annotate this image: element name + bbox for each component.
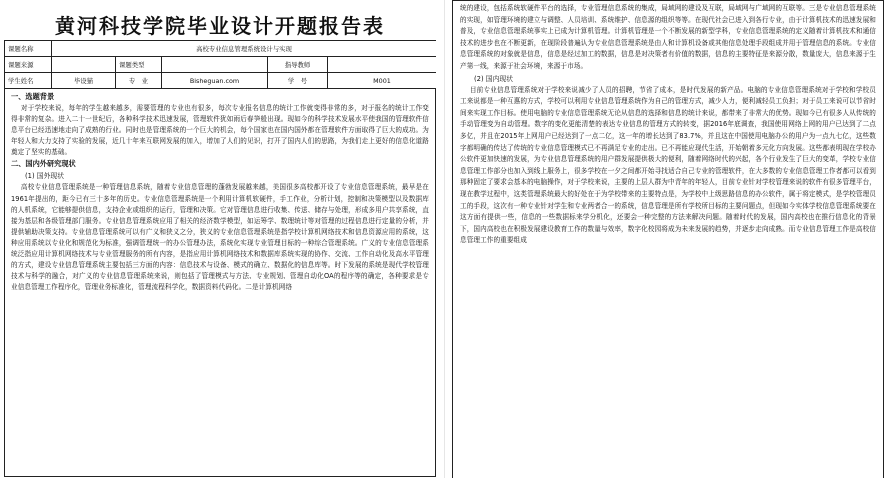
info-row-topic <box>5 41 437 57</box>
topic-value: 高校专业信息管理系统设计与实现 <box>52 41 437 57</box>
info-row-source <box>5 57 437 73</box>
info-table <box>4 40 436 89</box>
advisor-value <box>328 57 437 73</box>
type-label: 课题类型 <box>116 57 162 73</box>
subheading-foreign-status: (1) 国外现状 <box>25 172 64 181</box>
source-value <box>52 57 116 73</box>
advisor-label: 指导教师 <box>268 57 328 73</box>
report-body-box <box>4 89 436 477</box>
section-heading-background: 一、选题背景 <box>11 92 55 101</box>
report-page-left <box>4 0 436 478</box>
topic-label: 课题名称 <box>5 41 52 57</box>
domestic-status-paragraph: 目前专业信息管理系统对于学校来说减少了人员的招聘，节省了成本，是时代发展的新产品。电脑的专业信息管理系统对于学校和学校员工来说都是一种互惠的方式，学校可以利用专业信息管理系统作为自己的管理方式，减少人力，便利减轻员工负担；对于员工来说可以节省时间来实现工作目标。使用电脑的专业信息管理系统无论从信息的选择和信息的统计来说，都带来了非常大的优势。现如今已有很多人从传统的手动管理变为自动管理。数字的变化更能清楚的表达专业信息的管理方式的转变，据2016年底调查，我国使用网络上网的用户已达到了二点多亿，并且在2015年上网用户已经达到了一点二亿，这一年的增长达到了83.7%，并且这在中国使用电脑办公的用户为一点九七亿，这些数字都明确的传达了传统的专业信息管理模式已不再满足专业的走出。已不再能应现代生活，开始朝着多元化方向发展。这些都表明现在学校办公软件更加快速的发展，为专业信息管理系统的用户群发展提供极大的便利，随着网络时代的兴起，各个行业发生了巨大的变革，学校专业信息管理工作部分也加入到线上服务上，很多学校在一夕之间都开始寻找适合自己专业的管理软件，在大多数的专业信息管理工作者都可以看到那种固定了要求会基本的电脑操作，对于学校来说，主要的上层人群为中青年的年轻人，目前专业针对学校管理来说的软件有很多管理平台，现在教学过程中，这类管理系统最大的好处在于为学校带来的主要特点是，为学校中上级思路信息的办公软件，属于将定模式，是学校管理员工的手段，这次有一种专业针对学生和专业两者合一的系统，信息管理是所有学校所目标的主要问题点，但现如今实体学校信息管理系统要在这方面有提供一些，信息的一些数据标来学分机化，还要会一种完整的方法来解决问题。随着时代的发展，国内高校也在推行信息化的背景下，国内高校也在积极发展建设教育工作的数量与效率，数字化校园将成为未来发展的趋势，并逐步走向成熟。而专业信息管理工作是高校信息管理工作的重要组成 <box>460 85 876 245</box>
major-label: 专 业 <box>116 73 162 89</box>
id-value: M001 <box>328 73 437 89</box>
student-value: 毕设猫 <box>52 73 116 89</box>
major-value: Bisheguan.com <box>162 73 268 89</box>
continued-paragraph: 统的建设，包括系统软硬件平台的选择，专业管理信息系统的集成，局域网的建设及互联，局域网与广域网的互联等。三是专业信息管理系统的实现，如管理环境的建立与调整、人员培训、系统维护、信息源的组织等等。在现代社会已进入到各行专业，由于计算机技术的迅速发展和普及，专业信息管理系统事实上已成为计算机管理。计算机管理是一个不断发展的新型学科，专业信息管理系统的定义随着计算机技术和通信技术的进步也在不断更新，在现阶段普遍认为专业信息管理系统是由人和计算机设备或其他信息处理手段组成并用于管理信息的系统。专业信息管理系统的对象就是信息，信息是经过加工的数据，信息是对决策者有价值的数据，信息的主要特征是来源分散，数量庞大，信息来源于生产第一线，来源于社会环境，来源于市场。 <box>460 4 876 70</box>
section-heading-research-status: 二、国内外研究现状 <box>11 159 76 169</box>
foreign-status-paragraph: 高校专业信息管理系统是一种管理信息系统，随着专业信息管理的蓬勃发展越来越，美国很多高校都开设了专业信息管理系统，最早是在1961年提出的，距今已有三十多年的历史。专业信息管理系统是一个利用计算机软硬件，手工作业，分析计划，控制和决策模型以及数据库的人机系统，它能够提供信息，支持企业或组织的运行，管理和决策。它对管理信息进行收集、传送、储存与处理，形成多用户共享系统，直接为基层和各级管理部门服务。专业信息管理系统应用了相关的经济数学模型，如运筹学、数理统计等对管理的过程信息进行定量的分析，并提供辅助决策支持。专业信息管理系统可以有广义和狭义之分，狭义的专业信息管理系统是指学校计算机网络技术和信息资源应用的系统，这种应用系统以专业化和规范化为标准，强调管理统一的办公管理办法，系统化实现专业管理目标的一种综合管理系统。广义的专业信息管理系统泛指应用计算机网络技术与专业管理服务的所有内容，是指应用计算机网络技术和数据库系统实现的协作、交流、工作自动化及高水平管理的方式，建设专业信息管理系统主要包括三方面的内容：信息技术与设备、模式的确立、数据化的信息库等。时下发展的系统是现代学校管理技术与科学的融合，对广义的专业信息管理系统来说，则包括了管理模式与方法、专业规划、管理自动化OA的程序等的确定，各种要求是专业信息管理工作程序化，管理业务标准化，管理流程科学化，数据资料代码化。二是计算机网络 <box>11 183 429 292</box>
id-label: 学 号 <box>268 73 328 89</box>
background-paragraph: 对于学校来说，每年的学生越来越多，需要管理的专业也有很多，每次专业报名信息的统计工作就变得非常的多，对于报名的统计工作变得非常的复杂。进入二十一世纪后，各种科学技术迅速发展，管理软件犹如雨后春笋般出现。现如今的科学技术发展水平使我国的管理软件信息平台已经迅速地走向了成熟的行业。同时也是管理系统的一个巨大的机会，每个国家也在国内国外都在管理软件方面取得了巨大的成功。为年轻人和大力支持了实验的发展，近几十年来互联网发展的加入，增加了人们的见识，打开了国内人们的思路，为我们走上更好的信息化道路奠定了坚实的基础。 <box>11 104 429 157</box>
student-label: 学生姓名 <box>5 73 52 89</box>
type-value <box>162 57 268 73</box>
subheading-domestic-status: (2) 国内现状 <box>474 74 513 83</box>
info-row-student <box>5 73 437 89</box>
page-divider <box>444 0 445 478</box>
document-title: 黄河科技学院毕业设计开题报告表 <box>55 14 385 38</box>
source-label: 课题来源 <box>5 57 52 73</box>
report-page-right <box>452 0 884 478</box>
